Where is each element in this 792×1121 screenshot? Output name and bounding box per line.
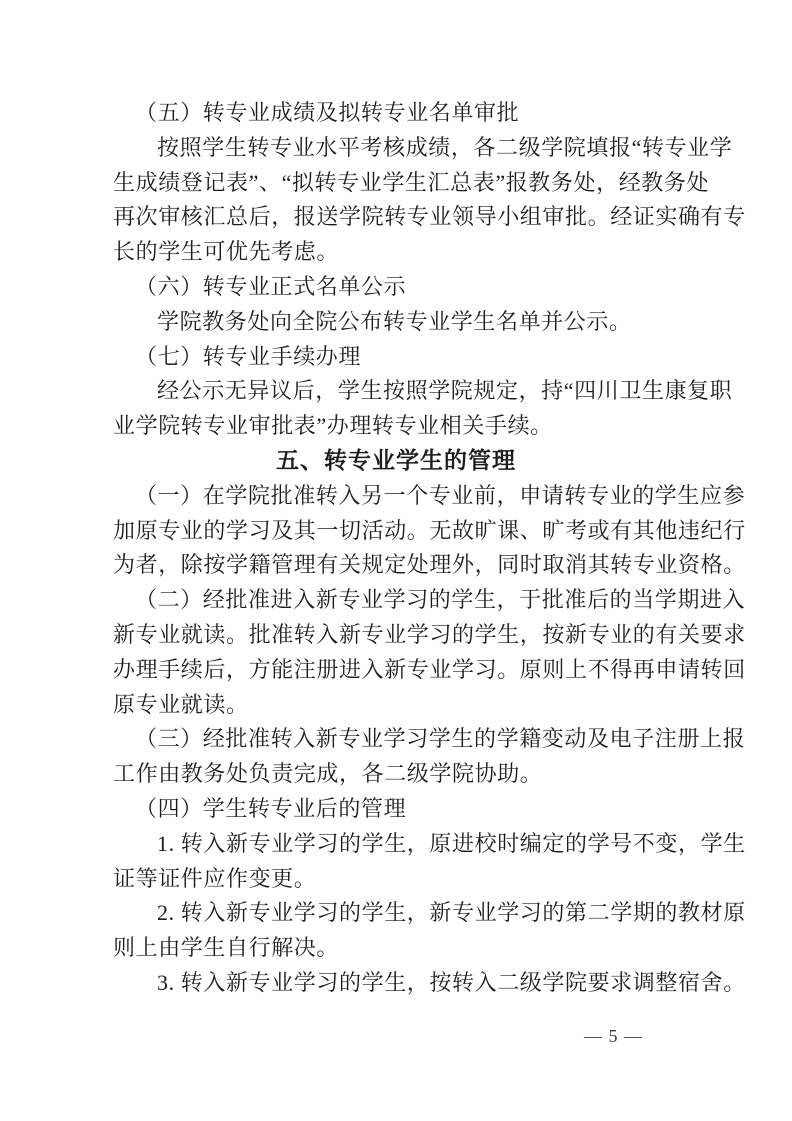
- clause-6-paragraph: [113, 305, 679, 340]
- text-line: 生成绩登记表”、“拟转专业学生汇总表”报教务处，经教务处: [113, 169, 710, 195]
- text-line: （六）转专业正式名单公示: [135, 273, 407, 299]
- chapter-heading-text: 五、转专业学生的管理: [276, 447, 516, 473]
- clause-5-heading: [113, 96, 679, 131]
- item-4-sub-1: [113, 827, 746, 897]
- text-line: 原专业就读。: [113, 691, 249, 717]
- clause-7-heading: [113, 340, 679, 375]
- text-line: 工作由教务处负责完成，各二级学院协助。: [113, 761, 543, 787]
- text-line: （三）经批准转入新专业学习学生的学籍变动及电子注册上报: [135, 726, 746, 752]
- text-line: 3. 转入新专业学习的学生，按转入二级学院要求调整宿舍。: [157, 969, 746, 995]
- text-line: （四）学生转专业后的管理: [135, 795, 407, 821]
- clause-7-paragraph: [113, 374, 733, 444]
- text-line: 证等证件应作变更。: [113, 865, 317, 891]
- text-line: 学院教务处向全院公布转专业学生名单并公示。: [157, 308, 632, 334]
- text-line: 业学院转专业审批表”办理转专业相关手续。: [113, 413, 553, 439]
- text-line: 则上由学生自行解决。: [113, 935, 340, 961]
- text-line: 再次审核汇总后，报送学院转专业领导小组审批。经证实确有专: [113, 204, 746, 230]
- item-4-sub-2: [113, 896, 746, 966]
- document-text-block: [113, 96, 746, 1001]
- text-line: （七）转专业手续办理: [135, 343, 362, 369]
- item-4-sub-3: [113, 966, 746, 1001]
- text-line: 按照学生转专业水平考核成绩，各二级学院填报“转专业学: [157, 134, 733, 160]
- text-line: 新专业就读。批准转入新专业学习的学生，按新专业的有关要求: [113, 621, 746, 647]
- text-line: （二）经批准进入新专业学习的学生，于批准后的当学期进入: [135, 587, 746, 613]
- item-4-heading: [113, 792, 679, 827]
- text-line: 加原专业的学习及其一切活动。无故旷课、旷考或有其他违纪行: [113, 517, 746, 543]
- item-1-paragraph: [113, 479, 746, 583]
- item-2-paragraph: [113, 583, 746, 722]
- text-line: 1. 转入新专业学习的学生，原进校时编定的学号不变，学生: [157, 830, 746, 856]
- text-line: 2. 转入新专业学习的学生，新专业学习的第二学期的教材原: [157, 900, 746, 926]
- page-number: — 5 —: [584, 1026, 643, 1046]
- text-line: 长的学生可优先考虑。: [113, 239, 340, 265]
- text-line: 为者，除按学籍管理有关规定处理外，同时取消其转专业资格。: [113, 552, 746, 578]
- text-line: （一）在学院批准转入另一个专业前，申请转专业的学生应参: [135, 482, 746, 508]
- text-line: 经公示无异议后，学生按照学院规定，持“四川卫生康复职: [157, 378, 733, 404]
- text-line: （五）转专业成绩及拟转专业名单审批: [135, 100, 520, 125]
- text-line: 办理手续后，方能注册进入新专业学习。原则上不得再申请转回: [113, 656, 746, 682]
- item-3-paragraph: [113, 722, 746, 792]
- chapter-5-heading: [113, 444, 679, 479]
- clause-5-paragraph: [113, 131, 746, 270]
- clause-6-heading: [113, 270, 679, 305]
